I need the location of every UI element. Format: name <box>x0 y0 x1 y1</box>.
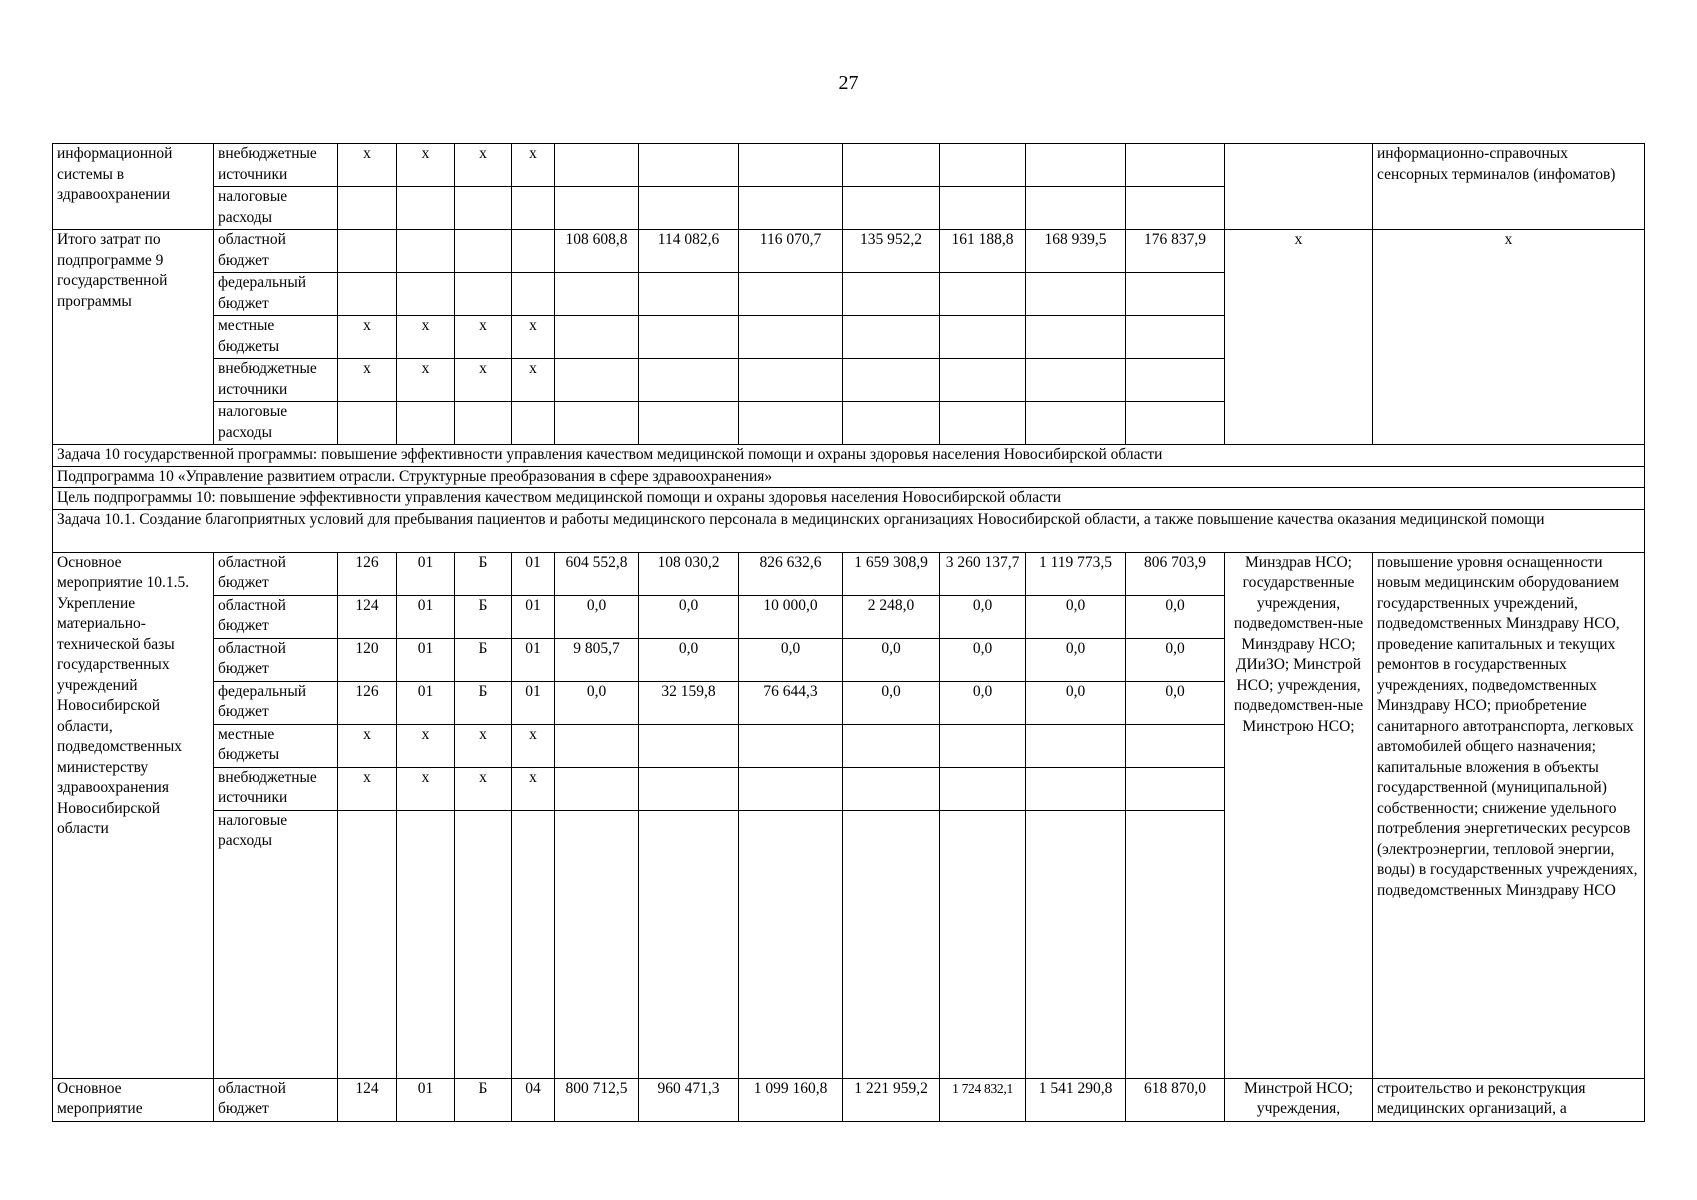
code-cell: 124 <box>338 595 397 638</box>
code-cell: x <box>455 724 512 767</box>
code-cell: 124 <box>338 1078 397 1121</box>
funding-source: внебюджетные источники <box>214 359 338 402</box>
code-cell: 01 <box>397 595 455 638</box>
total-title: Итого затрат по подпрограмме 9 государственной программы <box>53 230 214 445</box>
code-cell: 120 <box>338 638 397 681</box>
result-cell: x <box>1373 230 1645 445</box>
code-cell: x <box>512 767 555 810</box>
value-cell: 0,0 <box>843 638 940 681</box>
value-cell: 108 030,2 <box>639 552 739 595</box>
funding-source: областной бюджет <box>214 1078 338 1121</box>
result-cell: повышение уровня оснащенности новым медицинским оборудованием государственных учреждений, подведомственных Минздраву НСО, проведение капитальных и текущих ремонтов в государственных учреждениях, подведомственных Минздраву НСО; приобретение санитарного автотранспорта, легковых автомобилей общего назначения; капитальные вложения в объекты государственной (муниципальной) собственности; снижение удельного потребления энергетических ресурсов (электроэнергии, тепловой энергии, воды) в государственных учреждениях, подведомственных Минздраву НСО <box>1373 552 1645 1078</box>
result-cell: информационно-справочных сенсорных терминалов (инфоматов) <box>1373 144 1645 230</box>
value-cell: 0,0 <box>940 595 1026 638</box>
code-cell: x <box>338 359 397 402</box>
funding-source: внебюджетные источники <box>214 767 338 810</box>
executor-cell: x <box>1225 230 1373 445</box>
page-number: 27 <box>838 72 859 94</box>
value-cell: 960 471,3 <box>639 1078 739 1121</box>
value-cell: 161 188,8 <box>940 230 1026 273</box>
code-cell: x <box>338 767 397 810</box>
executor-cell <box>1225 144 1373 230</box>
code-cell: 01 <box>512 681 555 724</box>
code-cell: x <box>455 359 512 402</box>
code-cell: x <box>455 316 512 359</box>
task-10-1-header: Задача 10.1. Создание благоприятных условий для пребывания пациентов и работы медицинского персонала в медицинских организациях Новосибирской области, а также повышение качества оказания медицинской помощи <box>53 509 1645 552</box>
funding-source: налоговые расходы <box>214 187 338 230</box>
code-cell: x <box>338 724 397 767</box>
table-row <box>53 1078 1645 1121</box>
executor-cell: Минстрой НСО; учреждения, <box>1225 1078 1373 1121</box>
value-cell: 0,0 <box>1126 681 1225 724</box>
goal-10-header: Цель подпрограммы 10: повышение эффективности управления качеством медицинской помощи и охраны здоровья населения Новосибирской области <box>53 488 1645 510</box>
code-cell: x <box>397 724 455 767</box>
code-cell: 01 <box>397 1078 455 1121</box>
task-10-header: Задача 10 государственной программы: повышение эффективности управления качеством медицинской помощи и охраны здоровья населения Новосибирской области <box>53 445 1645 467</box>
value-cell: 116 070,7 <box>739 230 843 273</box>
funding-source: местные бюджеты <box>214 724 338 767</box>
result-cell: строительство и реконструкция медицинских организаций, а <box>1373 1078 1645 1121</box>
code-cell: Б <box>455 595 512 638</box>
funding-source: налоговые расходы <box>214 810 338 1078</box>
value-cell: 826 632,6 <box>739 552 843 595</box>
value-cell: 3 260 137,7 <box>940 552 1026 595</box>
value-cell: 0,0 <box>940 681 1026 724</box>
value-cell: 108 608,8 <box>555 230 639 273</box>
funding-source: областной бюджет <box>214 638 338 681</box>
funding-source: местные бюджеты <box>214 316 338 359</box>
funding-source: областной бюджет <box>214 595 338 638</box>
value-cell: 0,0 <box>739 638 843 681</box>
value-cell: 9 805,7 <box>555 638 639 681</box>
value-cell: 0,0 <box>1126 638 1225 681</box>
code-cell: x <box>512 144 555 187</box>
code-cell: x <box>512 359 555 402</box>
value-cell: 1 099 160,8 <box>739 1078 843 1121</box>
section-header-row <box>53 466 1645 488</box>
measure-title: Основное мероприятие <box>53 1078 214 1121</box>
value-cell: 1 541 290,8 <box>1026 1078 1126 1121</box>
code-cell: x <box>338 316 397 359</box>
code-cell: x <box>397 767 455 810</box>
code-cell: 01 <box>512 552 555 595</box>
value-cell: 0,0 <box>940 638 1026 681</box>
code-cell: x <box>512 724 555 767</box>
code-cell: Б <box>455 552 512 595</box>
value-cell: 2 248,0 <box>843 595 940 638</box>
section-header-row <box>53 488 1645 510</box>
code-cell: 01 <box>397 638 455 681</box>
funding-source: федеральный бюджет <box>214 681 338 724</box>
code-cell: x <box>338 144 397 187</box>
code-cell: x <box>455 767 512 810</box>
code-cell: Б <box>455 681 512 724</box>
measure-title: Основное мероприятие 10.1.5. Укрепление материально-технической базы государственных учреждений Новосибирской области, подведомственных министерству здравоохранения Новосибирской области <box>53 552 214 1078</box>
value-cell: 604 552,8 <box>555 552 639 595</box>
code-cell: 126 <box>338 681 397 724</box>
code-cell: Б <box>455 1078 512 1121</box>
table-row <box>53 230 1645 273</box>
subprogram-10-header: Подпрограмма 10 «Управление развитием отрасли. Структурные преобразования в сфере здравоохранения» <box>53 466 1645 488</box>
value-cell: 0,0 <box>555 681 639 724</box>
program-table <box>52 143 1645 1122</box>
value-cell: 0,0 <box>1026 595 1126 638</box>
code-cell: Б <box>455 638 512 681</box>
value-cell: 0,0 <box>1126 595 1225 638</box>
table-row <box>53 552 1645 595</box>
value-cell: 800 712,5 <box>555 1078 639 1121</box>
code-cell: x <box>512 316 555 359</box>
code-cell: 126 <box>338 552 397 595</box>
code-cell: x <box>397 359 455 402</box>
value-cell: 806 703,9 <box>1126 552 1225 595</box>
code-cell: 04 <box>512 1078 555 1121</box>
value-cell: 10 000,0 <box>739 595 843 638</box>
value-cell: 0,0 <box>555 595 639 638</box>
funding-source: внебюджетные источники <box>214 144 338 187</box>
table-row <box>53 144 1645 187</box>
value-cell: 0,0 <box>1026 681 1126 724</box>
executor-cell: Минздрав НСО; государственные учреждения, подведомствен-ные Минздраву НСО; ДИиЗО; Минстрой НСО; учреждения, подведомствен-ные Минстрою НСО; <box>1225 552 1373 1078</box>
value-cell: 0,0 <box>639 638 739 681</box>
funding-source: налоговые расходы <box>214 402 338 445</box>
value-cell: 1 119 773,5 <box>1026 552 1126 595</box>
value-cell: 0,0 <box>843 681 940 724</box>
value-cell: 176 837,9 <box>1126 230 1225 273</box>
value-cell: 168 939,5 <box>1026 230 1126 273</box>
value-cell: 114 082,6 <box>639 230 739 273</box>
value-cell: 32 159,8 <box>639 681 739 724</box>
funding-source: областной бюджет <box>214 230 338 273</box>
value-cell: 0,0 <box>639 595 739 638</box>
section-header-row <box>53 509 1645 552</box>
value-cell: 135 952,2 <box>843 230 940 273</box>
code-cell: 01 <box>512 595 555 638</box>
value-cell: 76 644,3 <box>739 681 843 724</box>
funding-source: федеральный бюджет <box>214 273 338 316</box>
value-cell: 0,0 <box>1026 638 1126 681</box>
value-cell: 618 870,0 <box>1126 1078 1225 1121</box>
funding-source: областной бюджет <box>214 552 338 595</box>
section-header-row <box>53 445 1645 467</box>
code-cell: 01 <box>512 638 555 681</box>
code-cell: x <box>455 144 512 187</box>
code-cell: x <box>397 144 455 187</box>
code-cell: 01 <box>397 552 455 595</box>
code-cell: 01 <box>397 681 455 724</box>
value-cell: 1 724 832,1 <box>940 1078 1026 1121</box>
measure-title: информационной системы в здравоохранении <box>53 144 214 230</box>
value-cell: 1 221 959,2 <box>843 1078 940 1121</box>
code-cell: x <box>397 316 455 359</box>
value-cell: 1 659 308,9 <box>843 552 940 595</box>
